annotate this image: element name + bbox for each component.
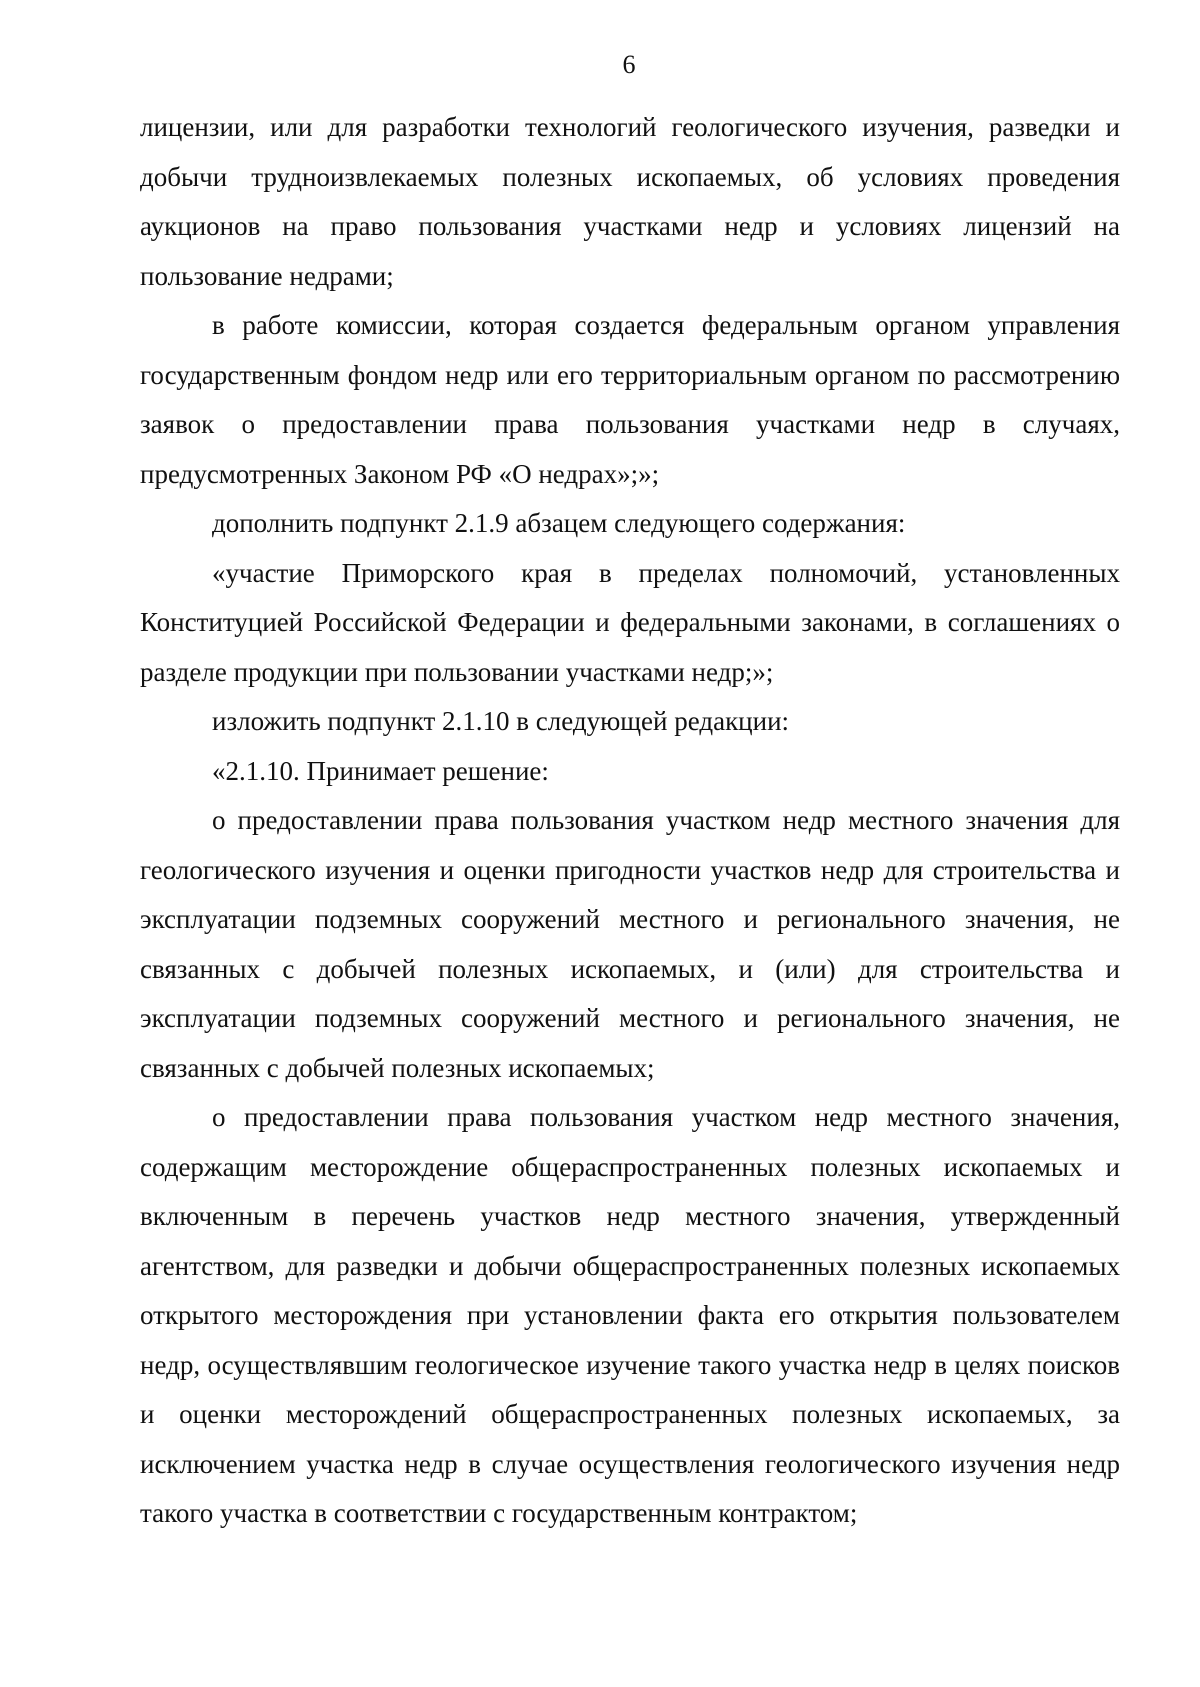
- paragraph-decision-heading: «2.1.10. Принимает решение:: [212, 755, 549, 786]
- page-number: 6: [622, 50, 636, 79]
- paragraph-decision-geological-study: о предоставлении права пользования участком недр местного значения для геологического изучения и оценки пригодности участков недр для строительства и эксплуатации подземных сооружений местного и регионального значения, не связанных с добычей полезных ископаемых, и (или) для строительства и эксплуатации подземных сооружений местного и регионального значения, не связанных с добычей полезных ископаемых;: [140, 805, 1120, 1083]
- paragraph-decision-deposit: о предоставлении права пользования участком недр местного значения, содержащим месторождение общераспространенных полезных ископаемых и включенным в перечень участков недр местного значения, утвержденный агентством, для разведки и добычи общераспространенных полезных ископаемых открытого месторождения при установлении факта его открытия пользователем недр, осуществлявшим геологическое изучение такого участка недр в целях поисков и оценки месторождений общераспространенных полезных ископаемых, за исключением участка недр в случае осуществления геологического изучения недр такого участка в соответствии с государственным контрактом;: [140, 1102, 1120, 1528]
- document-body: [140, 103, 1120, 1539]
- paragraph-amend-2-1-10: изложить подпункт 2.1.10 в следующей редакции:: [212, 706, 790, 736]
- paragraph-participation: «участие Приморского края в пределах полномочий, установленных Конституцией Российской Федерации и федеральными законами, в соглашениях о разделе продукции при пользовании участками недр;»;: [140, 557, 1120, 687]
- paragraph-amend-2-1-9: дополнить подпункт 2.1.9 абзацем следующего содержания:: [212, 508, 906, 538]
- paragraph-commission: в работе комиссии, которая создается федеральным органом управления государственным фондом недр или его территориальным органом по рассмотрению заявок о предоставлении права пользования участками недр в случаях, предусмотренных Законом РФ «О недрах»;»;: [140, 310, 1120, 489]
- paragraph-continuation: лицензии, или для разработки технологий геологического изучения, разведки и добычи трудноизвлекаемых полезных ископаемых, об условиях проведения аукционов на право пользования участками недр и условиях лицензий на пользование недрами;: [140, 112, 1120, 291]
